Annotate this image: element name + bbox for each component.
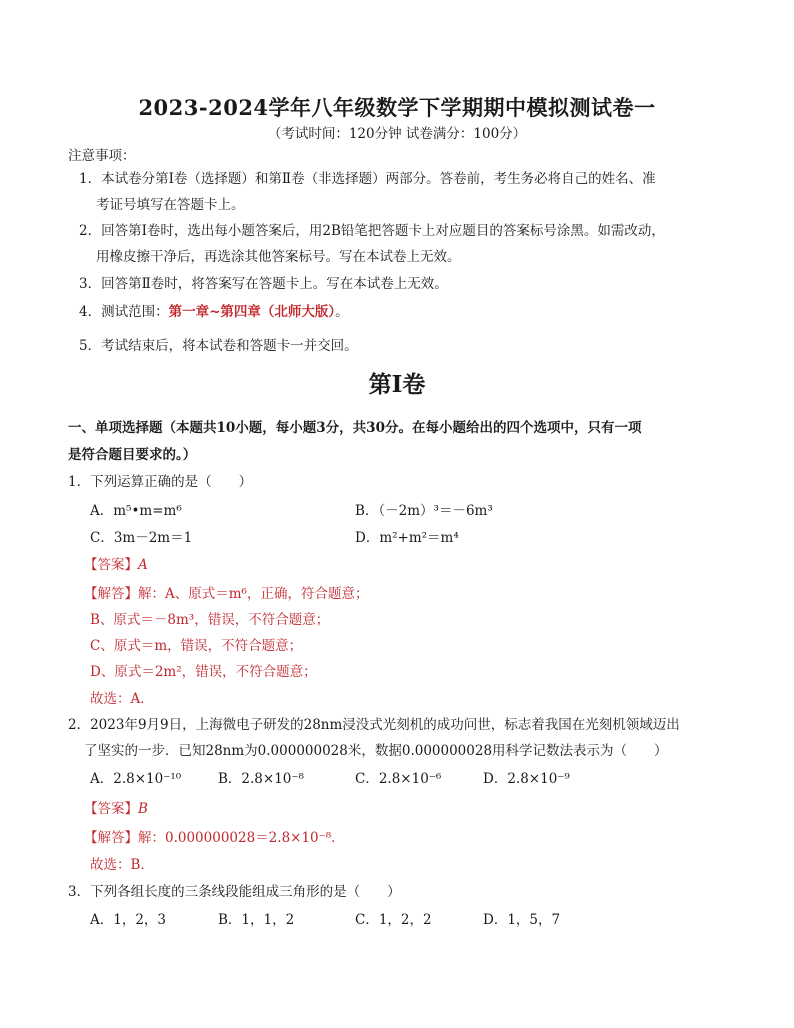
option-b: B．2.8×10⁻⁸	[218, 771, 304, 787]
answer-value: B	[138, 801, 148, 817]
scope-prefix: 4．测试范围：	[79, 304, 169, 320]
answer-value: A	[138, 557, 148, 573]
conclusion: 故选：B．	[90, 857, 154, 873]
answer-tag: 【答案】	[84, 801, 138, 817]
question-stem: 2．2023年9月9日，上海微电子研发的28nm浸没式光刻机的成功问世，标志着我国在光刻机领域迈出	[68, 717, 680, 733]
option-c: C．1，2，2	[355, 912, 432, 928]
option-b: B．（－2m）³＝－6m³	[355, 503, 493, 519]
notice-item: 考证号填写在答题卡上。	[96, 197, 245, 213]
analysis-text: C、原式＝m，错误，不符合题意；	[90, 638, 303, 654]
conclusion: 故选：A．	[90, 691, 154, 707]
part-heading: 是符合题目要求的。）	[68, 447, 197, 463]
notice-item: 1．本试卷分第Ⅰ卷（选择题）和第Ⅱ卷（非选择题）两部分。答卷前，考生务必将自己的姓名、准	[79, 171, 656, 187]
scope-suffix: 。	[335, 304, 349, 320]
option-c: C．3m－2m＝1	[90, 530, 193, 546]
option-d: D．2.8×10⁻⁹	[483, 771, 570, 787]
analysis-text: 解：0.000000028＝2.8×10⁻⁸．	[138, 830, 345, 846]
analysis-tag: 【解答】	[84, 830, 138, 846]
analysis-text: B、原式＝－8m³，错误，不符合题意；	[90, 612, 330, 628]
page-subtitle: （考试时间：120分钟 试卷满分：100分）	[267, 126, 527, 142]
option-d: D．1，5，7	[483, 912, 561, 928]
option-d: D．m²+m²＝m⁴	[355, 530, 459, 546]
answer-line	[84, 799, 148, 819]
notice-heading: 注意事项：	[68, 148, 136, 164]
question-stem: 3．下列各组长度的三条线段能组成三角形的是（ ）	[68, 884, 401, 900]
analysis-line	[84, 828, 345, 848]
scope-value: 第一章~第四章（北师大版）	[168, 304, 336, 320]
analysis-tag: 【解答】	[84, 586, 138, 602]
answer-line	[84, 555, 148, 575]
answer-tag: 【答案】	[84, 557, 138, 573]
option-a: A．2.8×10⁻¹⁰	[90, 771, 182, 787]
option-a: A．m⁵•m=m⁶	[90, 503, 182, 519]
analysis-text: 解：A、原式＝m⁶，正确，符合题意；	[138, 586, 369, 602]
part-heading: 一、单项选择题（本题共10小题，每小题3分，共30分。在每小题给出的四个选项中，只有一项	[68, 420, 642, 436]
option-b: B．1，1，2	[218, 912, 295, 928]
option-c: C．2.8×10⁻⁶	[355, 771, 442, 787]
page-title: 2023-2024学年八年级数学下学期期中模拟测试卷一	[138, 95, 656, 120]
notice-item: 2．回答第Ⅰ卷时，选出每小题答案后，用2B铅笔把答题卡上对应题目的答案标号涂黑。如需改动，	[79, 223, 665, 239]
notice-item: 5．考试结束后，将本试卷和答题卡一并交回。	[79, 338, 358, 354]
section-title: 第Ⅰ卷	[368, 371, 426, 398]
question-stem: 了坚实的一步．已知28nm为0.000000028米，数据0.000000028用科学记数法表示为（ ）	[84, 743, 668, 759]
analysis-line	[84, 584, 368, 604]
analysis-text: D、原式＝2m²，错误，不符合题意；	[90, 664, 317, 680]
notice-item-scope	[79, 302, 349, 322]
notice-item: 用橡皮擦干净后，再选涂其他答案标号。写在本试卷上无效。	[96, 249, 461, 265]
question-stem: 1．下列运算正确的是（ ）	[68, 474, 253, 490]
notice-item: 3．回答第Ⅱ卷时，将答案写在答题卡上。写在本试卷上无效。	[79, 276, 448, 292]
option-a: A．1，2，3	[90, 912, 167, 928]
